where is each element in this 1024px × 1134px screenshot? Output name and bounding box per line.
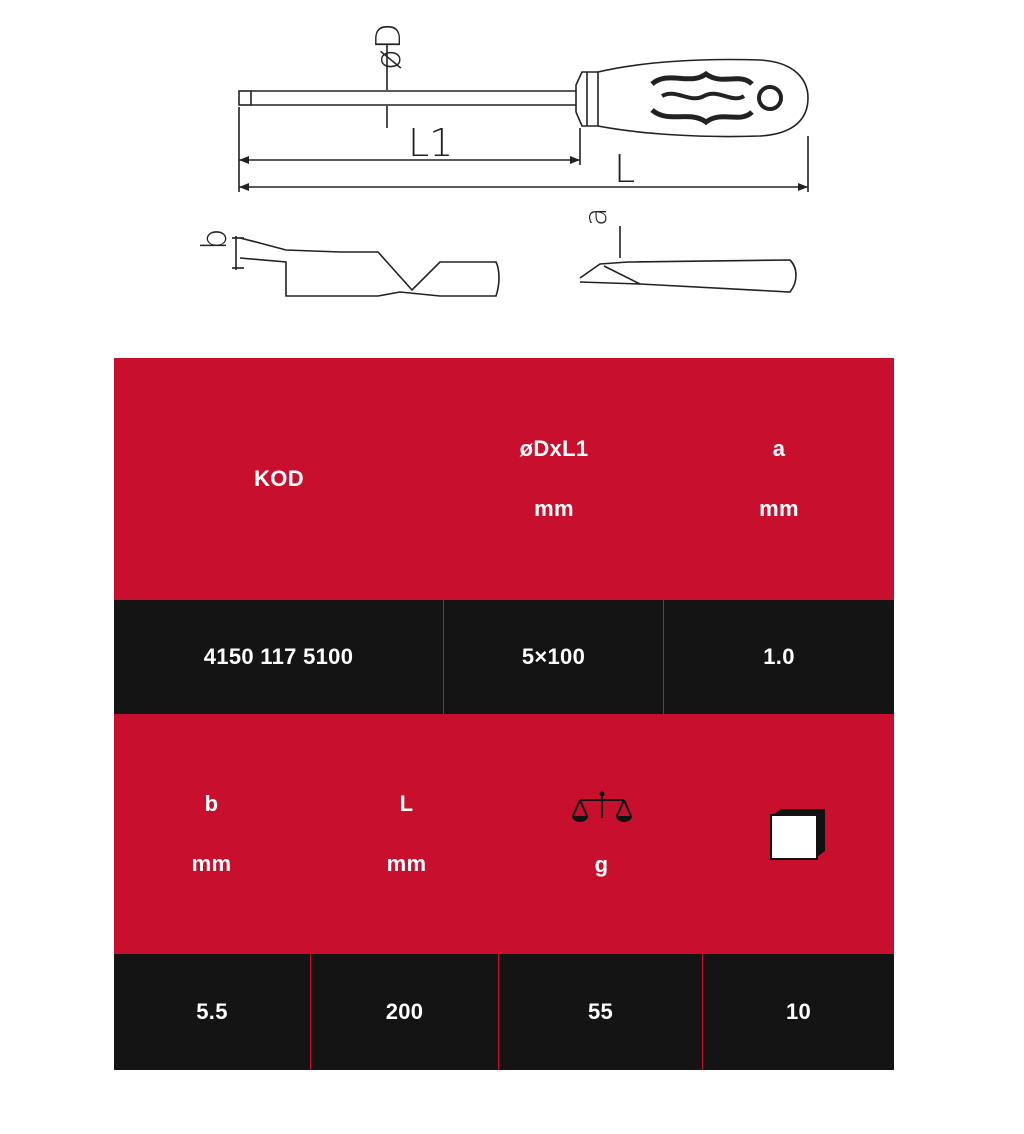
screwdriver-side-view — [239, 44, 808, 192]
a-header-label: a — [772, 436, 786, 461]
header-row-1 — [114, 358, 894, 600]
value-row-1 — [114, 600, 894, 714]
value-row-2 — [114, 954, 894, 1070]
diameter-label: øD — [369, 23, 409, 70]
tip-front-view — [232, 236, 499, 296]
l-header-unit: mm — [386, 851, 427, 876]
l-header — [309, 714, 504, 954]
dxl1-header-unit: mm — [534, 496, 574, 521]
l-value: 200 — [311, 954, 499, 1070]
scale-icon — [570, 790, 634, 830]
header-row-2 — [114, 714, 894, 954]
a-value: 1.0 — [763, 644, 795, 669]
weight-header-unit: g — [594, 852, 609, 877]
b-header-label: b — [204, 791, 219, 816]
b-header-unit: mm — [191, 851, 232, 876]
tip-side-view — [580, 226, 796, 292]
a-header — [664, 358, 894, 600]
b-header — [114, 714, 309, 954]
a-header-unit: mm — [759, 496, 799, 521]
kod-value: 4150 117 5100 — [114, 600, 444, 714]
box-icon — [767, 807, 827, 861]
dxl1-header-label: øDxL1 — [519, 436, 589, 461]
package-value: 10 — [785, 999, 812, 1024]
b-value: 5.5 — [114, 954, 311, 1070]
weight-header — [504, 714, 699, 954]
screwdriver-drawing — [0, 0, 1024, 330]
package-header — [699, 714, 894, 954]
l1-label: L1 — [408, 121, 454, 165]
screwdriver-diagram — [0, 0, 1024, 330]
l-header-label: L — [399, 791, 414, 816]
kod-header — [114, 358, 444, 600]
kod-header-label: KOD — [254, 466, 304, 491]
a-label: a — [579, 207, 614, 226]
weight-value: 55 — [499, 954, 703, 1070]
spec-table — [114, 358, 894, 1070]
b-label: b — [195, 228, 235, 250]
blade-tip-shape — [239, 91, 251, 105]
dimension-arrows — [239, 156, 808, 191]
l-label: L — [614, 147, 636, 191]
dxl1-header — [444, 358, 664, 600]
dxl1-value: 5×100 — [444, 600, 664, 714]
